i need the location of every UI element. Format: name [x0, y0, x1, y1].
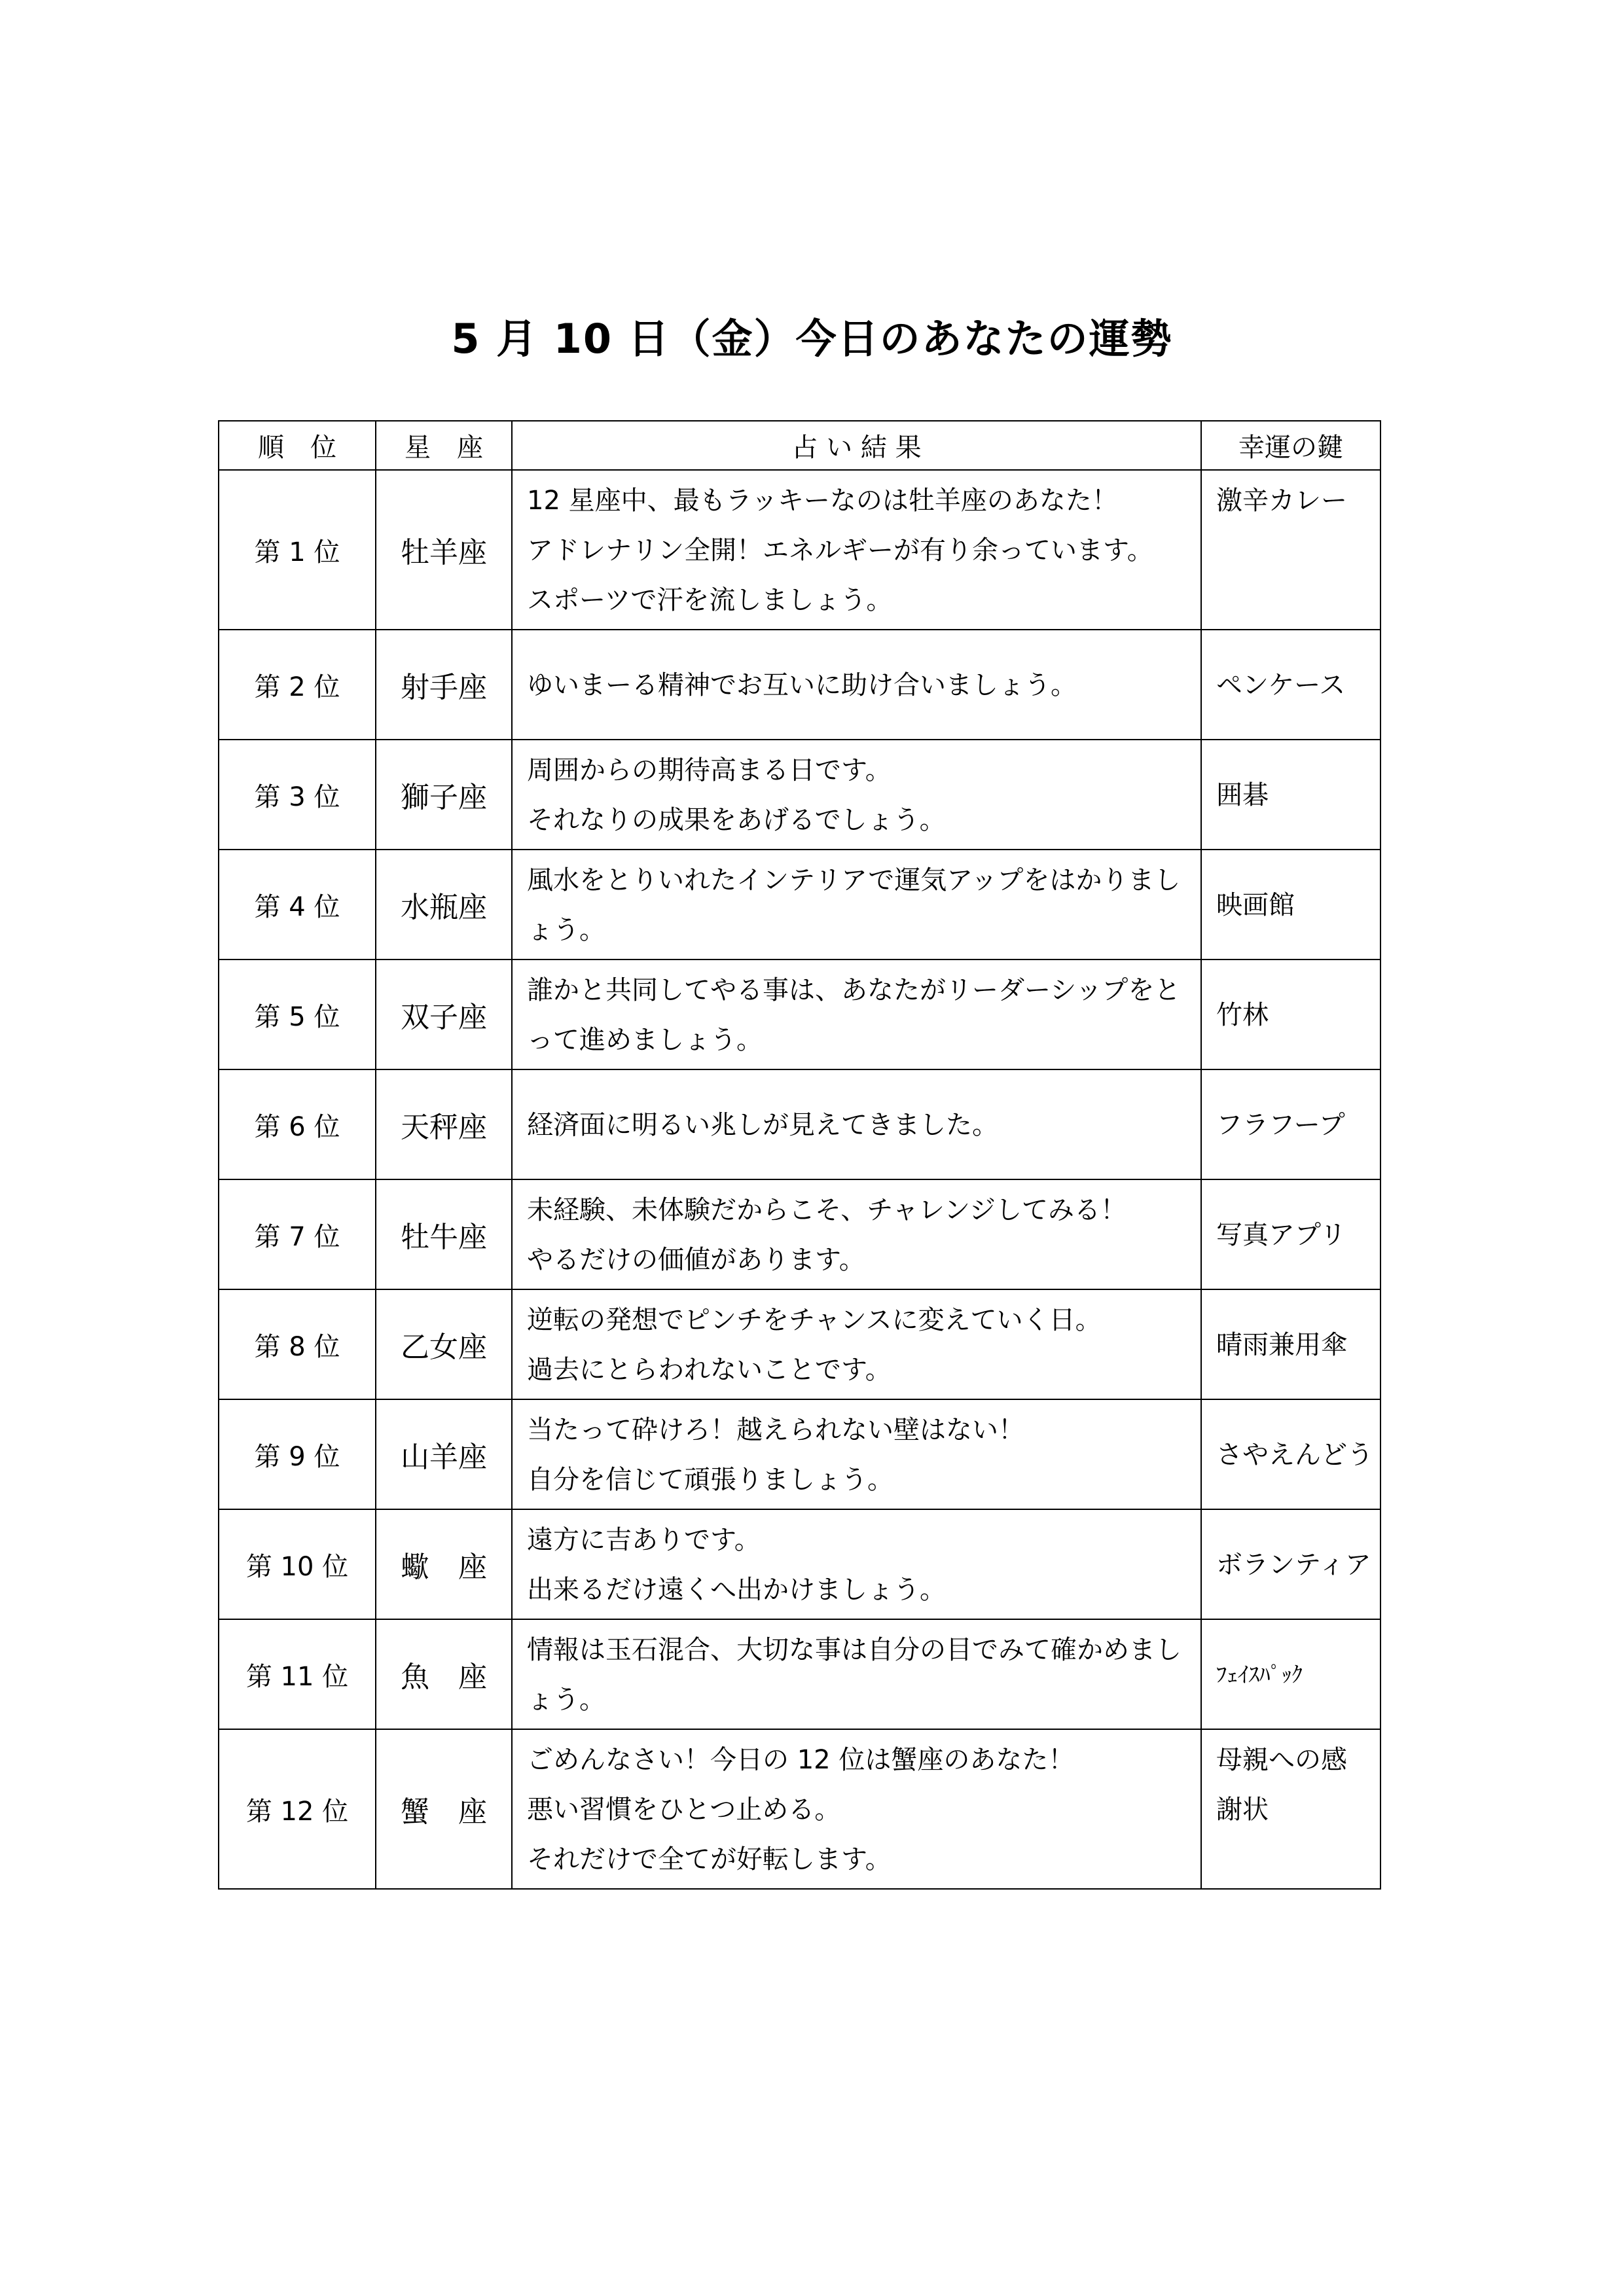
rank-cell: 第 1 位 [219, 470, 376, 630]
header-result: 占 い 結 果 [512, 421, 1201, 470]
sign-cell: 山羊座 [376, 1399, 512, 1509]
lucky-key-cell: 母親への感 謝状 [1201, 1729, 1380, 1889]
result-cell: 当たって砕けろ！越えられない壁はない！ 自分を信じて頑張りましょう。 [512, 1399, 1201, 1509]
rank-cell: 第 7 位 [219, 1179, 376, 1289]
result-cell: 風水をとりいれたインテリアで運気アップをはかりましょう。 [512, 850, 1201, 960]
table-row [219, 630, 1380, 740]
sign-cell: 蟹 座 [376, 1729, 512, 1889]
result-cell: 経済面に明るい兆しが見えてきました。 [512, 1069, 1201, 1179]
result-cell: ゆいまーる精神でお互いに助け合いましょう。 [512, 630, 1201, 740]
sign-cell: 魚 座 [376, 1619, 512, 1729]
rank-cell: 第 5 位 [219, 960, 376, 1069]
header-key: 幸運の鍵 [1201, 421, 1380, 470]
lucky-key-cell: 写真アプリ [1201, 1179, 1380, 1289]
lucky-key-cell: フラフープ [1201, 1069, 1380, 1179]
header-sign: 星 座 [376, 421, 512, 470]
sign-cell: 牡羊座 [376, 470, 512, 630]
table-row [219, 1729, 1380, 1889]
lucky-key-cell: さやえんどう [1201, 1399, 1380, 1509]
table-row [219, 1619, 1380, 1729]
rank-cell: 第 2 位 [219, 630, 376, 740]
rank-cell: 第 9 位 [219, 1399, 376, 1509]
table-row [219, 960, 1380, 1069]
lucky-key-cell: 映画館 [1201, 850, 1380, 960]
lucky-key-cell: 竹林 [1201, 960, 1380, 1069]
lucky-key-cell: ペンケース [1201, 630, 1380, 740]
lucky-key-cell: 囲碁 [1201, 740, 1380, 850]
lucky-key-cell: 激辛カレー [1201, 470, 1380, 630]
sign-cell: 獅子座 [376, 740, 512, 850]
sign-cell: 牡牛座 [376, 1179, 512, 1289]
table-row [219, 740, 1380, 850]
result-cell: 遠方に吉ありです。 出来るだけ遠くへ出かけましょう。 [512, 1509, 1201, 1619]
sign-cell: 双子座 [376, 960, 512, 1069]
result-cell: 逆転の発想でピンチをチャンスに変えていく日。 過去にとらわれないことです。 [512, 1289, 1201, 1399]
sign-cell: 射手座 [376, 630, 512, 740]
table-row [219, 1289, 1380, 1399]
result-cell: 未経験、未体験だからこそ、チャレンジしてみる！ やるだけの価値があります。 [512, 1179, 1201, 1289]
table-row [219, 1399, 1380, 1509]
table-row [219, 470, 1380, 630]
rank-cell: 第 11 位 [219, 1619, 376, 1729]
rank-cell: 第 8 位 [219, 1289, 376, 1399]
rank-cell: 第 12 位 [219, 1729, 376, 1889]
lucky-key-cell: ボランティア [1201, 1509, 1380, 1619]
table-row [219, 1509, 1380, 1619]
sign-cell: 天秤座 [376, 1069, 512, 1179]
header-rank: 順 位 [219, 421, 376, 470]
result-cell: ごめんなさい！今日の 12 位は蟹座のあなた！ 悪い習慣をひとつ止める。 それだけで全てが好転します。 [512, 1729, 1201, 1889]
table-row [219, 1069, 1380, 1179]
lucky-key-cell: 晴雨兼用傘 [1201, 1289, 1380, 1399]
fortune-table [218, 420, 1381, 1890]
rank-cell: 第 3 位 [219, 740, 376, 850]
rank-cell: 第 6 位 [219, 1069, 376, 1179]
result-cell: 情報は玉石混合、大切な事は自分の目でみて確かめましょう。 [512, 1619, 1201, 1729]
page-title: 5 月 10 日（金）今日のあなたの運勢 [451, 314, 1173, 363]
table-row [219, 850, 1380, 960]
result-cell: 周囲からの期待高まる日です。 それなりの成果をあげるでしょう。 [512, 740, 1201, 850]
table-row [219, 1179, 1380, 1289]
sign-cell: 蠍 座 [376, 1509, 512, 1619]
result-cell: 12 星座中、最もラッキーなのは牡羊座のあなた！ アドレナリン全開！エネルギーが有り余っています。 スポーツで汗を流しましょう。 [512, 470, 1201, 630]
header-row [219, 421, 1380, 470]
lucky-key-cell: ﾌｪｲｽﾊﾟｯｸ [1201, 1619, 1380, 1729]
rank-cell: 第 10 位 [219, 1509, 376, 1619]
sign-cell: 乙女座 [376, 1289, 512, 1399]
sign-cell: 水瓶座 [376, 850, 512, 960]
result-cell: 誰かと共同してやる事は、あなたがリーダーシップをとって進めましょう。 [512, 960, 1201, 1069]
rank-cell: 第 4 位 [219, 850, 376, 960]
